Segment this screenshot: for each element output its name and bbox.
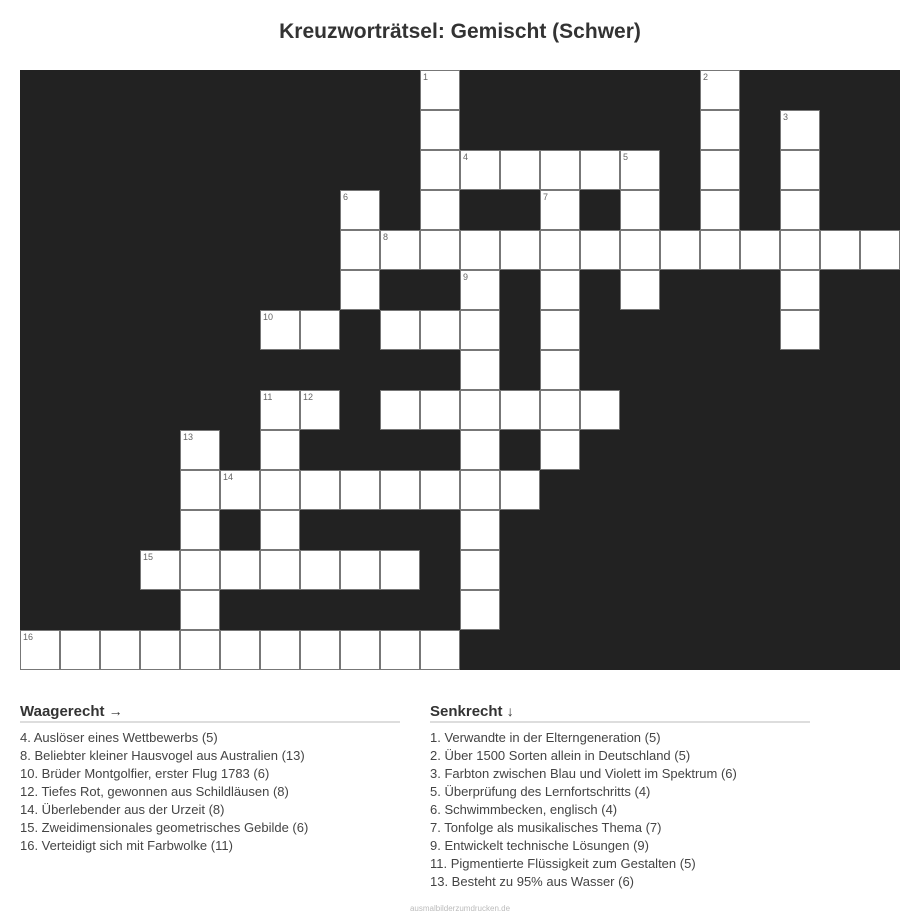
arrow-down-icon: ↓	[506, 703, 514, 719]
crossword-cell[interactable]	[380, 470, 420, 510]
crossword-cell[interactable]	[620, 190, 660, 230]
crossword-cell[interactable]	[420, 190, 460, 230]
crossword-cell[interactable]	[60, 630, 100, 670]
crossword-cell[interactable]	[500, 230, 540, 270]
crossword-cell[interactable]	[780, 150, 820, 190]
footer-watermark: ausmalbilderzumdrucken.de	[409, 904, 511, 913]
crossword-cell[interactable]	[540, 270, 580, 310]
crossword-cell[interactable]	[300, 470, 340, 510]
down-clue: 3. Farbton zwischen Blau und Violett im Spektrum (6)	[430, 766, 737, 781]
crossword-cell[interactable]	[140, 630, 180, 670]
crossword-cell[interactable]	[460, 310, 500, 350]
crossword-grid	[20, 70, 900, 670]
crossword-cell[interactable]	[460, 470, 500, 510]
clue-number: 16	[23, 632, 34, 642]
crossword-cell[interactable]	[700, 150, 740, 190]
down-clue: 7. Tonfolge als musikalisches Thema (7)	[430, 820, 662, 835]
clue-number: 7	[543, 192, 549, 202]
crossword-cell[interactable]	[780, 270, 820, 310]
across-clue: 4. Auslöser eines Wettbewerbs (5)	[20, 730, 218, 745]
clue-number: 5	[623, 152, 629, 162]
crossword-cell[interactable]	[260, 470, 300, 510]
crossword-cell[interactable]	[180, 630, 220, 670]
across-clue: 14. Überlebender aus der Urzeit (8)	[20, 802, 225, 817]
crossword-cell[interactable]	[540, 390, 580, 430]
crossword-cell[interactable]	[420, 110, 460, 150]
crossword-cell[interactable]	[700, 230, 740, 270]
crossword-cell[interactable]	[460, 430, 500, 470]
crossword-cell[interactable]	[420, 390, 460, 430]
crossword-cell[interactable]	[260, 390, 300, 430]
crossword-cell[interactable]	[260, 550, 300, 590]
crossword-cell[interactable]	[420, 630, 460, 670]
crossword-cell[interactable]	[300, 310, 340, 350]
crossword-cell[interactable]	[460, 150, 500, 190]
crossword-cell[interactable]	[260, 310, 300, 350]
crossword-cell[interactable]	[220, 630, 260, 670]
across-clue: 8. Beliebter kleiner Hausvogel aus Australien (13)	[20, 748, 305, 763]
crossword-cell[interactable]	[260, 630, 300, 670]
clue-number: 8	[383, 232, 389, 242]
clue-number: 9	[463, 272, 469, 282]
down-clue: 13. Besteht zu 95% aus Wasser (6)	[430, 874, 635, 889]
crossword-cell[interactable]	[180, 430, 220, 470]
clue-number: 11	[263, 392, 273, 402]
clue-number: 15	[143, 552, 154, 562]
down-clue: 9. Entwickelt technische Lösungen (9)	[430, 838, 649, 853]
crossword-cell[interactable]	[420, 70, 460, 110]
crossword-cell[interactable]	[340, 630, 380, 670]
crossword-cell[interactable]	[620, 270, 660, 310]
crossword-cell[interactable]	[500, 390, 540, 430]
crossword-cell[interactable]	[180, 590, 220, 630]
crossword-cell[interactable]	[340, 270, 380, 310]
crossword-cell[interactable]	[500, 150, 540, 190]
across-clue-list	[20, 729, 400, 855]
down-clues	[430, 702, 810, 891]
crossword-cell[interactable]	[460, 390, 500, 430]
down-clue: 6. Schwimmbecken, englisch (4)	[430, 802, 618, 817]
crossword-cell[interactable]	[420, 230, 460, 270]
down-heading	[430, 702, 810, 723]
clue-number: 4	[463, 152, 469, 162]
crossword-cell[interactable]	[540, 310, 580, 350]
crossword-cell[interactable]	[700, 70, 740, 110]
crossword-cell[interactable]	[340, 550, 380, 590]
clue-number: 3	[783, 112, 789, 122]
across-clue: 10. Brüder Montgolfier, erster Flug 1783 (6)	[20, 766, 270, 781]
crossword-cell[interactable]	[380, 550, 420, 590]
crossword-cell[interactable]	[580, 230, 620, 270]
across-heading-label: Waagerecht	[20, 703, 105, 720]
crossword-cell[interactable]	[340, 190, 380, 230]
crossword-cell[interactable]	[860, 230, 900, 270]
crossword-cell[interactable]	[700, 190, 740, 230]
clue-number: 6	[343, 192, 349, 202]
crossword-cell[interactable]	[260, 510, 300, 550]
crossword-cell[interactable]	[540, 430, 580, 470]
crossword-cell[interactable]	[500, 470, 540, 510]
crossword-cell[interactable]	[460, 550, 500, 590]
down-clue: 5. Überprüfung des Lernfortschritts (4)	[430, 784, 651, 799]
crossword-cell[interactable]	[660, 230, 700, 270]
crossword-cell[interactable]	[180, 550, 220, 590]
crossword-cell[interactable]	[380, 630, 420, 670]
crossword-cell[interactable]	[20, 630, 60, 670]
down-heading-label: Senkrecht	[430, 703, 503, 720]
across-clue: 16. Verteidigt sich mit Farbwolke (11)	[20, 838, 233, 853]
crossword-cell[interactable]	[540, 350, 580, 390]
crossword-cell[interactable]	[420, 310, 460, 350]
crossword-cell[interactable]	[460, 230, 500, 270]
clue-number: 1	[423, 72, 429, 82]
crossword-cell[interactable]	[460, 510, 500, 550]
across-clue: 15. Zweidimensionales geometrisches Gebilde (6)	[20, 820, 309, 835]
clue-number: 10	[263, 312, 274, 322]
crossword-cell[interactable]	[580, 150, 620, 190]
crossword-cell[interactable]	[180, 470, 220, 510]
crossword-cell[interactable]	[380, 390, 420, 430]
crossword-cell[interactable]	[460, 350, 500, 390]
crossword-cell[interactable]	[780, 230, 820, 270]
crossword-cell[interactable]	[460, 590, 500, 630]
down-clue: 11. Pigmentierte Flüssigkeit zum Gestalten (5)	[430, 856, 696, 871]
crossword-cell[interactable]	[300, 630, 340, 670]
across-clues	[20, 702, 400, 855]
page-title: Kreuzworträtsel: Gemischt (Schwer)	[279, 20, 641, 43]
crossword-cell[interactable]	[540, 150, 580, 190]
crossword-cell[interactable]	[220, 550, 260, 590]
crossword-cell[interactable]	[780, 190, 820, 230]
clue-number: 14	[223, 472, 234, 482]
clue-number: 2	[703, 72, 709, 82]
crossword-cell[interactable]	[220, 470, 260, 510]
down-clue-list	[430, 729, 810, 891]
crossword-cell[interactable]	[340, 230, 380, 270]
crossword-cell[interactable]	[540, 230, 580, 270]
crossword-cell[interactable]	[260, 430, 300, 470]
crossword-cell[interactable]	[380, 310, 420, 350]
down-clue: 1. Verwandte in der Elterngeneration (5)	[430, 730, 661, 745]
clue-number: 12	[303, 392, 314, 402]
clue-number: 13	[183, 432, 194, 442]
crossword-cell[interactable]	[420, 470, 460, 510]
crossword-cell[interactable]	[420, 150, 460, 190]
crossword-cell[interactable]	[740, 230, 780, 270]
crossword-cell[interactable]	[540, 190, 580, 230]
across-heading	[20, 702, 400, 723]
crossword-cell[interactable]	[100, 630, 140, 670]
crossword-cell[interactable]	[300, 550, 340, 590]
across-clue: 12. Tiefes Rot, gewonnen aus Schildläusen (8)	[20, 784, 289, 799]
crossword-cell[interactable]	[780, 110, 820, 150]
crossword-cell[interactable]	[180, 510, 220, 550]
crossword-cell[interactable]	[140, 550, 180, 590]
crossword-cell[interactable]	[820, 230, 860, 270]
crossword-cell[interactable]	[460, 270, 500, 310]
crossword-cell[interactable]	[380, 230, 420, 270]
crossword-cell[interactable]	[700, 110, 740, 150]
down-clue: 2. Über 1500 Sorten allein in Deutschland (5)	[430, 748, 691, 763]
crossword-cell[interactable]	[620, 150, 660, 190]
crossword-cell[interactable]	[620, 230, 660, 270]
crossword-cell[interactable]	[580, 390, 620, 430]
crossword-cell[interactable]	[780, 310, 820, 350]
crossword-cell[interactable]	[340, 470, 380, 510]
crossword-cell[interactable]	[300, 390, 340, 430]
arrow-right-icon: →	[108, 703, 123, 719]
